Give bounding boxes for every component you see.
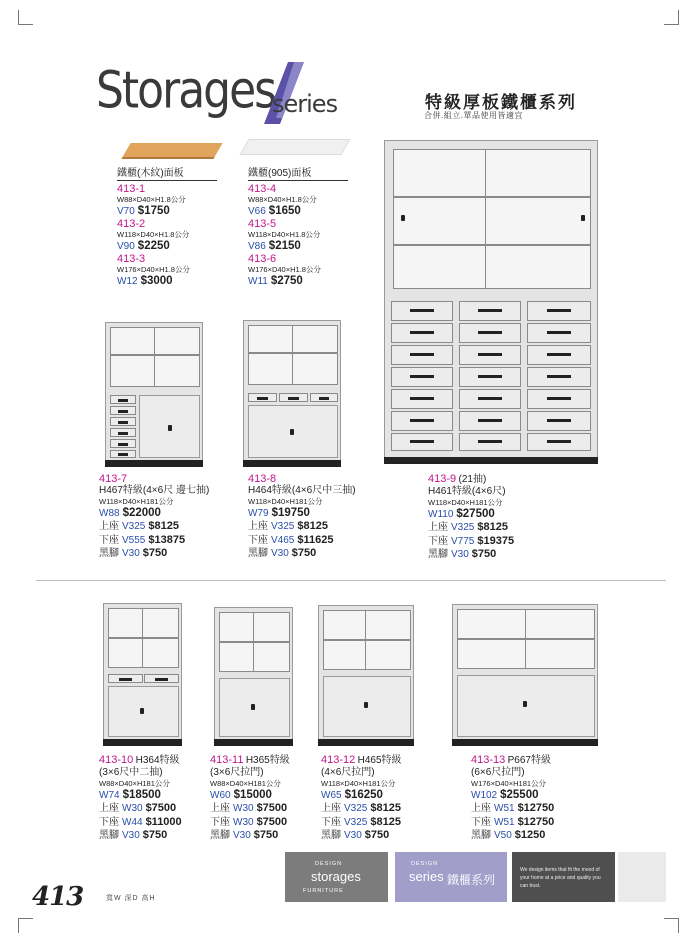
upper-code: V325 [451, 522, 475, 533]
cabinet-413-11-image [214, 607, 293, 740]
product-code: 413-10 [99, 754, 134, 766]
footer-storages-box [285, 852, 388, 902]
price: $27500 [456, 508, 495, 520]
product-code: 413-4 [248, 183, 277, 195]
lower-price: $11625 [297, 533, 334, 546]
leg-code: V30 [122, 830, 140, 841]
brand-title: Storages [96, 61, 276, 121]
upper-price: $8125 [148, 520, 179, 532]
price: $1650 [268, 205, 301, 217]
lower-code: V775 [451, 535, 475, 547]
price-code: W11 [248, 276, 268, 287]
product-code: 413-8 [248, 473, 277, 485]
lower-price: $13875 [148, 533, 186, 546]
leg-label: 黑腳 [99, 830, 119, 841]
product-dimensions: W88×D40×H181公分 [210, 779, 281, 788]
product-name: H365特級 [245, 755, 290, 766]
lower-code: V555 [122, 534, 146, 546]
product-dimensions: W118×D40×H181公分 [321, 779, 396, 788]
lower-code: W44 [122, 816, 143, 828]
price: $22000 [122, 507, 161, 519]
price-code: V86 [248, 241, 266, 252]
price-code: V90 [117, 241, 135, 252]
product-name: H464特級(4×6尺中三抽) [248, 485, 356, 496]
upper-label: 上座 [99, 803, 119, 814]
product-block-413-11 [210, 754, 318, 843]
price: $19750 [271, 507, 310, 519]
lower-label: 下座 [321, 816, 341, 828]
upper-label: 上座 [428, 522, 448, 533]
product-dimensions: W118×D40×H181公分 [99, 497, 174, 506]
leg-code: V50 [494, 830, 512, 841]
price: $15000 [233, 789, 272, 801]
footer-note-box [512, 852, 615, 902]
product-code: 413-2 [117, 218, 146, 230]
page-number: 413 [32, 882, 84, 912]
price: $1750 [137, 205, 170, 217]
price: $2250 [137, 240, 170, 252]
upper-label: 上座 [210, 803, 230, 814]
lower-label: 下座 [471, 816, 491, 828]
footer-series-cn: 鐵櫃系列 [447, 873, 496, 887]
product-block-413-12 [321, 754, 441, 843]
lower-label: 下座 [99, 816, 119, 828]
price: $3000 [140, 275, 173, 287]
product-block-413-7 [99, 473, 234, 561]
cabinet-413-12-image [318, 605, 414, 740]
upper-code: W30 [233, 803, 254, 814]
product-code: 413-5 [248, 218, 277, 230]
dimension-legend: 寬W 深D 高H [106, 895, 156, 902]
price-code: W74 [99, 790, 120, 801]
lower-price: $12750 [517, 815, 555, 828]
price: $2150 [268, 240, 301, 252]
leg-price: $750 [253, 829, 279, 841]
leg-label: 黑腳 [248, 548, 268, 559]
cabinet-413-9-image [384, 140, 598, 458]
upper-price: $8125 [370, 802, 401, 814]
price-code: W60 [210, 790, 231, 801]
cabinet-413-7-image [105, 322, 203, 461]
product-dimensions: W88×D40×H1.8公分 [117, 195, 186, 204]
upper-label: 上座 [99, 521, 119, 532]
product-name: H467特級(4×6尺 邊七抽) [99, 485, 210, 496]
panel-block-wood [117, 168, 217, 288]
price-code: V70 [117, 206, 135, 217]
brand-series: series [272, 90, 338, 118]
leg-label: 黑腳 [99, 548, 119, 559]
product-code: 413-11 [210, 754, 244, 766]
product-code: 413-3 [117, 253, 146, 265]
leg-label: 黑腳 [471, 830, 491, 841]
product-code: 413-1 [117, 183, 146, 195]
leg-label: 黑腳 [210, 830, 230, 841]
product-code: 413-13 [471, 754, 506, 766]
leg-price: $750 [142, 829, 168, 841]
lower-price: $11000 [145, 815, 182, 828]
footer-series-label: series [409, 869, 444, 884]
upper-price: $8125 [477, 521, 508, 533]
product-name: H364特級 [135, 755, 180, 766]
upper-price: $7500 [256, 802, 288, 814]
product-name-sub: (3×6尺中二抽) [99, 767, 163, 778]
upper-code: W51 [494, 803, 515, 814]
crop-mark-bottom-right [664, 918, 679, 933]
series-subtitle: 合併.組立.單品使用皆適宜 [424, 111, 523, 120]
price-code: W12 [117, 276, 138, 287]
product-block-413-8 [248, 473, 388, 561]
upper-code: V325 [271, 521, 295, 532]
panel-header: 鐵櫃(905)面板 [248, 168, 348, 181]
panel-905-image [239, 139, 350, 155]
product-name: H465特級 [357, 755, 402, 766]
product-name-sub: (6×6尺拉門) [471, 767, 525, 778]
product-name: P667特級 [507, 755, 551, 766]
product-block-413-9 [428, 473, 568, 562]
leg-code: V30 [122, 548, 140, 559]
cabinet-413-13-image [452, 604, 598, 740]
series-title: 特級厚板鐵櫃系列 [425, 93, 577, 112]
leg-price: $750 [364, 829, 390, 841]
lower-label: 下座 [428, 535, 448, 547]
leg-code: V30 [344, 830, 362, 841]
product-dimensions: W176×D40×H1.8公分 [248, 265, 321, 274]
lower-label: 下座 [248, 534, 268, 546]
product-code: 413-12 [321, 754, 356, 766]
lower-code: V325 [344, 816, 368, 828]
leg-price: $1250 [514, 829, 546, 841]
product-dimensions: W118×D40×H1.8公分 [248, 230, 321, 239]
lower-price: $19375 [477, 534, 515, 547]
panel-header: 鐵櫃(木紋)面板 [117, 168, 217, 181]
leg-price: $750 [471, 548, 497, 560]
price: $2750 [270, 275, 303, 287]
product-code-note: (21抽) [458, 474, 487, 485]
lower-price: $7500 [256, 815, 288, 828]
footer-blank-box [618, 852, 666, 902]
footer-storages-label: storages [311, 869, 361, 884]
upper-price: $8125 [297, 520, 328, 532]
panel-wood-image [121, 143, 222, 159]
product-name: H461特級(4×6尺) [428, 486, 506, 497]
leg-code: V30 [233, 830, 251, 841]
upper-label: 上座 [248, 521, 268, 532]
upper-code: V325 [122, 521, 146, 532]
product-dimensions: W88×D40×H1.8公分 [248, 195, 317, 204]
section-divider [36, 580, 666, 581]
glass-door-left [393, 149, 491, 289]
lower-code: V465 [271, 534, 295, 546]
product-code: 413-6 [248, 253, 277, 265]
price-code: W65 [321, 790, 342, 801]
price: $16250 [344, 789, 383, 801]
panel-block-905 [248, 168, 348, 288]
lower-label: 下座 [99, 534, 119, 546]
footer-furniture-label: FURNITURE [303, 888, 344, 894]
leg-code: V30 [451, 549, 469, 560]
leg-price: $750 [142, 547, 168, 559]
product-dimensions: W118×D40×H181公分 [428, 498, 503, 507]
price-code: V66 [248, 206, 266, 217]
product-name-sub: (3×6尺拉門) [210, 767, 264, 778]
upper-code: W30 [122, 803, 143, 814]
product-dimensions: W88×D40×H181公分 [99, 779, 170, 788]
upper-label: 上座 [471, 803, 491, 814]
lower-label: 下座 [210, 816, 230, 828]
footer-design-label: DESIGN [411, 861, 439, 867]
product-dimensions: W118×D40×H181公分 [248, 497, 323, 506]
product-block-413-10 [99, 754, 209, 843]
leg-label: 黑腳 [321, 830, 341, 841]
crop-mark-top-right [664, 10, 679, 25]
price-code: W102 [471, 790, 498, 801]
product-dimensions: W176×D40×H181公分 [471, 779, 547, 788]
product-code: 413-9 [428, 473, 457, 485]
product-code: 413-7 [99, 473, 128, 485]
cabinet-413-8-image [243, 320, 341, 461]
upper-price: $7500 [145, 802, 177, 814]
crop-mark-top-left [18, 10, 33, 25]
price: $18500 [122, 789, 161, 801]
cabinet-413-10-image [103, 603, 182, 740]
product-name-sub: (4×6尺拉門) [321, 767, 375, 778]
upper-code: V325 [344, 803, 368, 814]
price-code: W110 [428, 509, 454, 520]
leg-code: V30 [271, 548, 289, 559]
upper-label: 上座 [321, 803, 341, 814]
product-block-413-13 [471, 754, 601, 843]
price-code: W88 [99, 508, 120, 519]
product-dimensions: W118×D40×H1.8公分 [117, 230, 190, 239]
lower-code: W30 [233, 816, 254, 828]
lower-price: $8125 [370, 815, 401, 828]
price: $25500 [500, 789, 539, 801]
lower-code: W51 [494, 816, 515, 828]
crop-mark-bottom-left [18, 918, 33, 933]
upper-price: $12750 [517, 802, 555, 814]
leg-label: 黑腳 [428, 549, 448, 560]
footer-series-box [395, 852, 507, 902]
product-dimensions: W176×D40×H1.8公分 [117, 265, 190, 274]
footer-note: We design items that fit the mood of your home at a price and quality you can trust. [520, 867, 601, 889]
leg-price: $750 [291, 547, 317, 559]
footer-design-label: DESIGN [315, 861, 343, 867]
price-code: W79 [248, 508, 269, 519]
glass-door-right [485, 149, 591, 289]
